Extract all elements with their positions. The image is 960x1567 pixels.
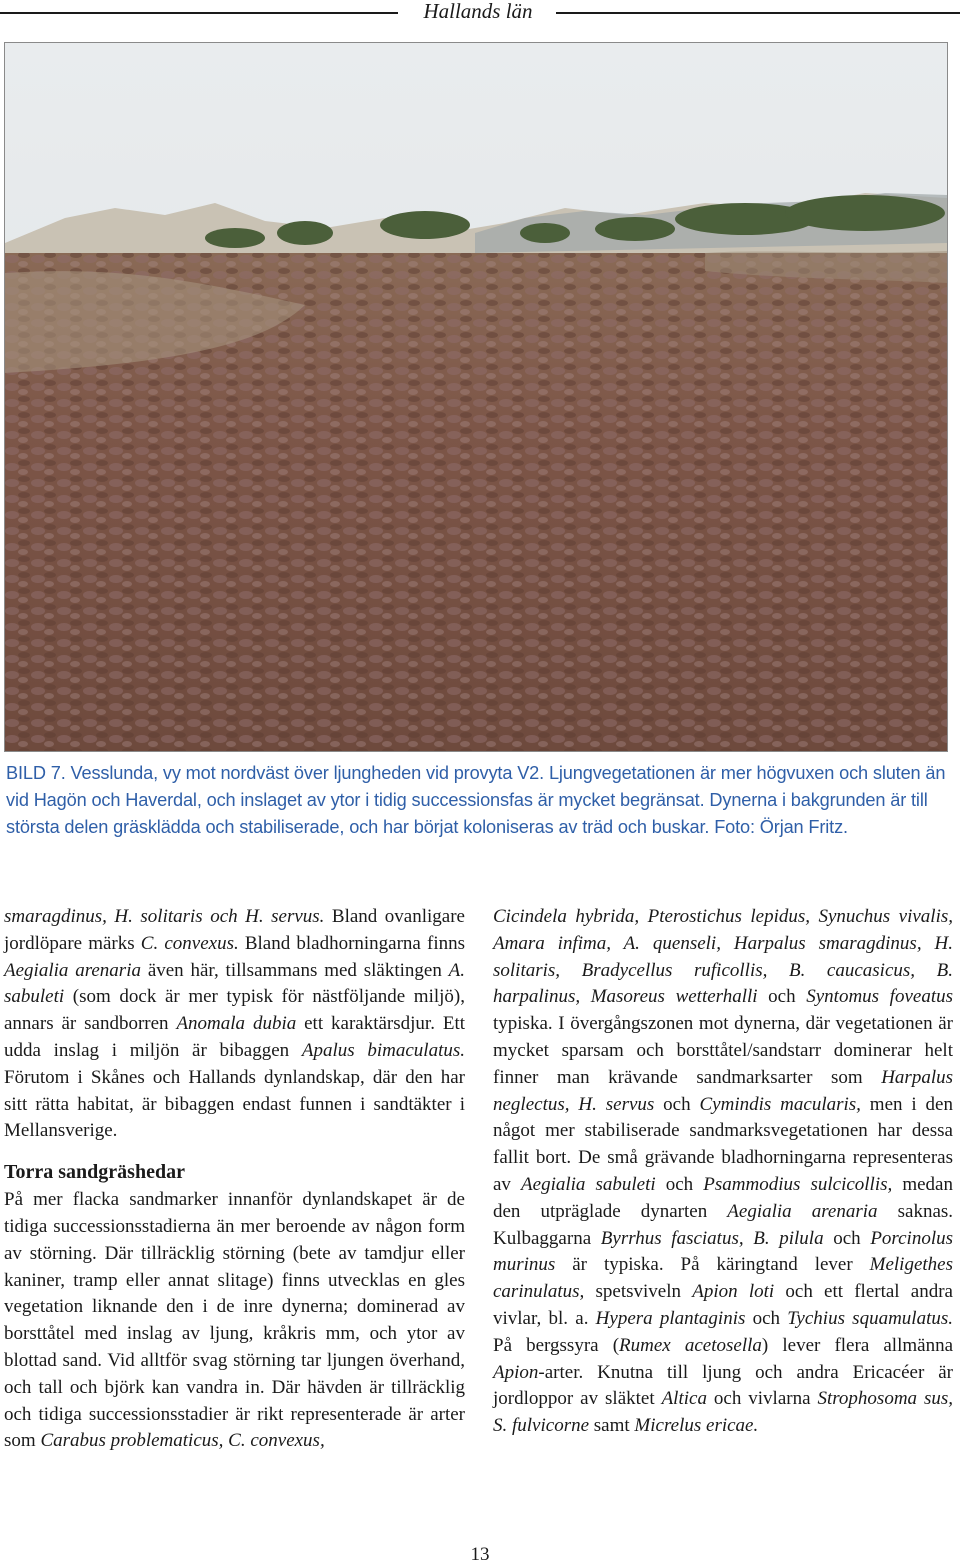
- text-run: spetsviveln: [584, 1281, 693, 1303]
- text-run: På bergssyra (: [493, 1334, 620, 1356]
- text-run: och: [654, 1093, 700, 1115]
- figure-caption: BILD 7. Vesslunda, vy mot nordväst över ljungheden vid provyta V2. Ljungvegetationen är mer högvuxen och sluten än vid Hagön och Haverdal, och inslaget av ytor i tidig successionsfas är mycket begränsat. Dynerna i bakgrunden är till största delen gräsklädda och stabiliserade, och har börjat koloniseras av träd och buskar. Foto: Örjan Fritz.: [6, 763, 946, 837]
- italic-text-run: Carabus problematicus, C. convexus,: [40, 1430, 325, 1452]
- text-run: ) lever flera allmänna: [761, 1334, 954, 1356]
- italic-text-run: Harpalus neglectus, H. servus: [493, 1066, 953, 1115]
- section-heading: Torra sandgräshedar: [4, 1161, 185, 1184]
- text-run: saknas. Kulbaggarna: [493, 1200, 954, 1249]
- italic-text-run: Cicindela hybrida, Pterostichus lepidus, Synuchus vivalis, Amara infima, A. quenseli, Harpalus smaragdinus, H. solitaris, Bradycellus ruficollis, B. caucasicus, B. harpalinus, Masoreus wetterhalli: [493, 906, 953, 1008]
- italic-text-run: Anomala dubia: [176, 1013, 297, 1035]
- running-header: Hallands län: [423, 0, 533, 23]
- text-run: medan den utpräglade dynarten: [493, 1173, 953, 1222]
- text-run: (som dock är mer typisk för nästföljande miljö), annars är sandborren: [4, 986, 465, 1035]
- italic-text-run: Tychius squamulatus.: [787, 1307, 953, 1329]
- text-run: samt: [589, 1415, 635, 1437]
- text-run: är typiska. På käringtand lever: [555, 1254, 870, 1276]
- italic-text-run: Aegialia arenaria: [727, 1200, 878, 1222]
- italic-text-run: Cymindis macularis,: [699, 1093, 861, 1115]
- text-run: men i den något mer stabiliserade sandmarksvegetationen har dessa fallit bort. De små grävande bladhorningarna representeras av: [493, 1093, 953, 1195]
- italic-text-run: Meligethes carinulatus,: [493, 1254, 953, 1303]
- text-run: På mer flacka sandmarker innanför dynlandskapet är de tidiga successionsstadierna än mer beroende av någon form av störning. Där tillräcklig störning (bete av tamdjur eller kaniner, tramp eller annat slitage) finns utvecklas en gles vegetation liknande den i de inre dynerna; dominerad av borsttåtel med inslag av ljung, kråkris mm, och ytor av blottad sand. Vid alltför svag störning tar ljungen överhand, och tall och björk kan vandra in. Där hävden är tillräcklig och tidiga successionsstadier är rikt representerade är arter som: [4, 1189, 465, 1452]
- italic-text-run: Apalus bimaculatus.: [301, 1039, 465, 1061]
- text-run: -arter. Knutna till ljung och andra Ericacéer är jordloppor av släktet: [493, 1361, 953, 1410]
- italic-text-run: Hypera plantaginis: [595, 1307, 746, 1329]
- page-number: 13: [470, 1544, 490, 1565]
- header-rule-right: [556, 12, 960, 14]
- italic-text-run: Byrrhus fasciatus, B. pilula: [600, 1227, 824, 1249]
- italic-text-run: Altica: [661, 1388, 707, 1410]
- text-run: Bland bladhorningarna finns: [238, 932, 465, 954]
- text-run: typiska. I övergångszonen mot dynerna, där vegetationen är mycket sparsam och borsttåtel/sandstarr dominerar helt finner man krävande sandmarksarter som: [493, 1013, 953, 1088]
- left-paragraph-2: [4, 1187, 465, 1455]
- italic-text-run: Psammodius sulcicollis,: [703, 1173, 893, 1195]
- italic-text-run: Micrelus ericae.: [634, 1415, 759, 1437]
- right-column: [493, 904, 953, 1440]
- text-run: ett karaktärsdjur. Ett udda inslag i miljön är bibaggen: [4, 1013, 466, 1061]
- text-run: och: [823, 1227, 871, 1249]
- italic-text-run: smaragdinus, H. solitaris och H. servus.: [4, 906, 325, 927]
- heathland-photo: [4, 42, 948, 752]
- italic-text-run: A. sabuleti: [4, 959, 465, 1008]
- italic-text-run: C. convexus.: [140, 932, 239, 954]
- right-paragraph-1: [493, 904, 953, 1440]
- italic-text-run: Apion loti: [692, 1281, 775, 1303]
- italic-text-run: Apion: [493, 1361, 539, 1383]
- italic-text-run: Rumex acetosella: [619, 1334, 762, 1356]
- text-run: och vivlarna: [706, 1388, 818, 1410]
- italic-text-run: Porcinolus murinus: [493, 1227, 953, 1276]
- left-paragraph-1: [4, 904, 465, 1145]
- left-column: [4, 904, 465, 1455]
- text-run: och: [655, 1173, 704, 1195]
- text-run: och ett flertal andra vivlar, bl. a.: [493, 1281, 953, 1329]
- text-run: och: [745, 1307, 788, 1329]
- text-run: Bland ovanligare jordlöpare märks: [4, 906, 465, 954]
- italic-text-run: Syntomus foveatus: [806, 986, 953, 1008]
- italic-text-run: Aegialia arenaria: [4, 959, 141, 981]
- text-run: Förutom i Skånes och Hallands dynlandskap, där den har sitt rätta habitat, är bibaggen endast funnen i sandtäkter i Mellansverige.: [4, 1066, 465, 1142]
- italic-text-run: Aegialia sabuleti: [521, 1173, 656, 1195]
- text-run: även här, tillsammans med släktingen: [141, 959, 449, 981]
- header-rule-left: [0, 12, 398, 14]
- italic-text-run: Strophosoma sus, S. fulvicorne: [493, 1388, 954, 1437]
- text-run: och: [757, 986, 807, 1008]
